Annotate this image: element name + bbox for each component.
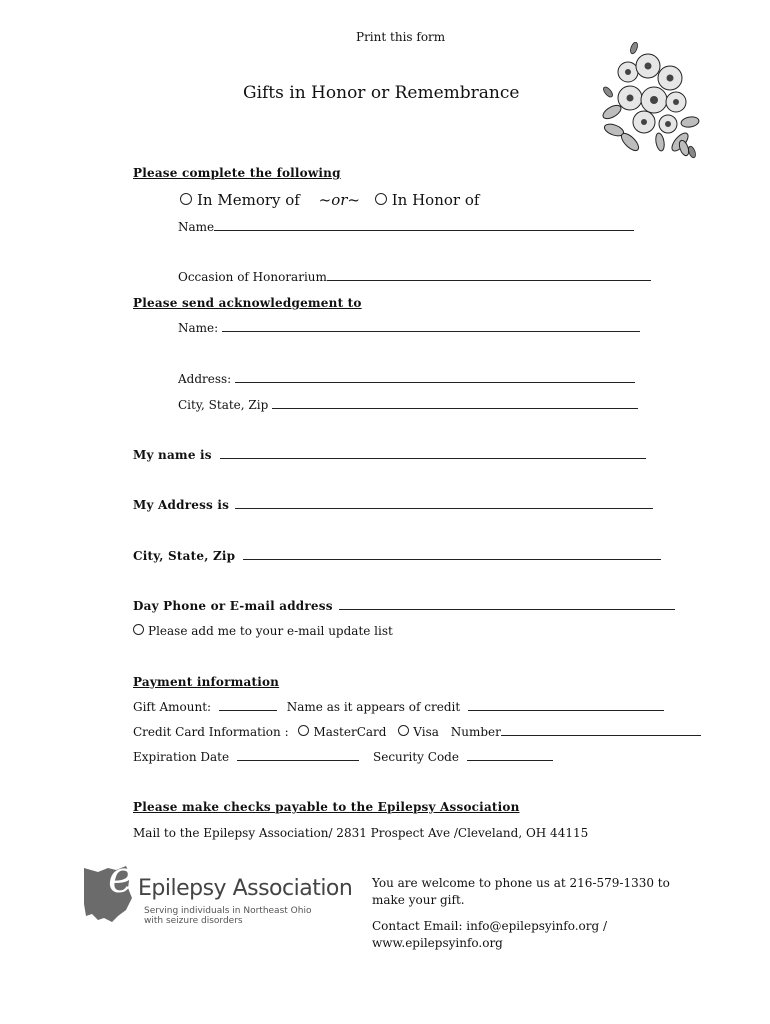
card-number-label: Number — [450, 725, 501, 739]
security-code-row — [373, 750, 553, 764]
donor-contact-row — [133, 599, 675, 613]
email-updates-label: Please add me to your e-mail update list — [148, 624, 393, 638]
name-on-credit-field[interactable] — [468, 709, 664, 711]
security-code-field[interactable] — [467, 759, 553, 761]
donor-contact-label: Day Phone or E-mail address — [133, 599, 333, 613]
email-updates-checkbox[interactable] — [133, 624, 144, 635]
ack-city-row — [178, 398, 638, 412]
visa-radio[interactable] — [398, 725, 409, 736]
page-title: Gifts in Honor or Remembrance — [243, 83, 520, 103]
ack-address-label: Address: — [178, 372, 232, 386]
phone-line-1: You are welcome to phone us at 216-579-1330 to — [372, 876, 670, 890]
epilepsy-association-logo — [82, 852, 353, 928]
phone-line-2: make your gift. — [372, 893, 465, 907]
honoree-name-row — [178, 220, 634, 234]
donor-address-field[interactable] — [235, 507, 653, 509]
expiration-row — [133, 750, 359, 764]
donor-name-label: My name is — [133, 448, 212, 462]
mastercard-radio[interactable] — [298, 725, 309, 736]
section-heading-acknowledgement: Please send acknowledgement to — [133, 296, 362, 310]
in-memory-label: In Memory of — [197, 191, 300, 209]
donor-name-field[interactable] — [220, 457, 646, 459]
logo-tagline-2: with seizure disorders — [144, 916, 243, 926]
gift-amount-row — [133, 700, 664, 714]
occasion-label: Occasion of Honorarium — [178, 270, 327, 284]
expiration-field[interactable] — [237, 759, 359, 761]
gift-amount-label: Gift Amount: — [133, 700, 212, 714]
donor-name-row — [133, 448, 646, 462]
card-info-label: Credit Card Information : — [133, 725, 289, 739]
logo-name: Epilepsy Association — [138, 876, 353, 901]
mastercard-label: MasterCard — [313, 725, 387, 739]
ack-city-field[interactable] — [272, 407, 638, 409]
donor-address-row — [133, 498, 653, 512]
in-honor-radio[interactable] — [375, 193, 387, 205]
in-honor-label: In Honor of — [391, 191, 480, 209]
name-on-credit-label: Name as it appears of credit — [286, 700, 461, 714]
section-heading-payment: Payment information — [133, 675, 280, 689]
gift-amount-field[interactable] — [219, 709, 277, 711]
honoree-name-label: Name — [178, 220, 215, 234]
honoree-name-field[interactable] — [214, 229, 634, 231]
occasion-field[interactable] — [327, 279, 651, 281]
security-code-label: Security Code — [373, 750, 459, 764]
donor-address-label: My Address is — [133, 498, 230, 512]
visa-label: Visa — [413, 725, 439, 739]
ack-city-label: City, State, Zip — [178, 398, 269, 412]
mail-to-address: Mail to the Epilepsy Association/ 2831 Prospect Ave /Cleveland, OH 44115 — [133, 826, 589, 840]
expiration-label: Expiration Date — [133, 750, 230, 764]
donor-contact-field[interactable] — [339, 608, 675, 610]
or-separator: ~or~ — [318, 191, 360, 209]
section-heading-complete: Please complete the following — [133, 166, 341, 180]
donor-city-field[interactable] — [243, 558, 661, 560]
flower-bouquet-illustration — [600, 42, 700, 160]
ack-address-row — [178, 372, 635, 386]
ack-address-field[interactable] — [235, 381, 635, 383]
contact-email-line-2[interactable]: www.epilepsyinfo.org — [372, 936, 503, 950]
ack-name-row — [178, 321, 640, 335]
donor-city-label: City, State, Zip — [133, 549, 236, 563]
logo-tagline-1: Serving individuals in Northeast Ohio — [144, 906, 312, 916]
card-info-row — [133, 725, 701, 739]
contact-email-line-1: Contact Email: info@epilepsyinfo.org / — [372, 919, 608, 933]
logo-letter-e: e — [108, 852, 135, 903]
card-number-field[interactable] — [501, 734, 701, 736]
donor-city-row — [133, 549, 661, 563]
email-updates-row — [133, 624, 393, 638]
in-memory-radio[interactable] — [180, 193, 192, 205]
occasion-row — [178, 270, 651, 284]
print-form-link[interactable]: Print this form — [356, 30, 446, 44]
ack-name-label: Name: — [178, 321, 219, 335]
checks-payable-heading: Please make checks payable to the Epilepsy Association — [133, 800, 520, 814]
honor-type-row — [180, 191, 479, 209]
ack-name-field[interactable] — [222, 330, 640, 332]
